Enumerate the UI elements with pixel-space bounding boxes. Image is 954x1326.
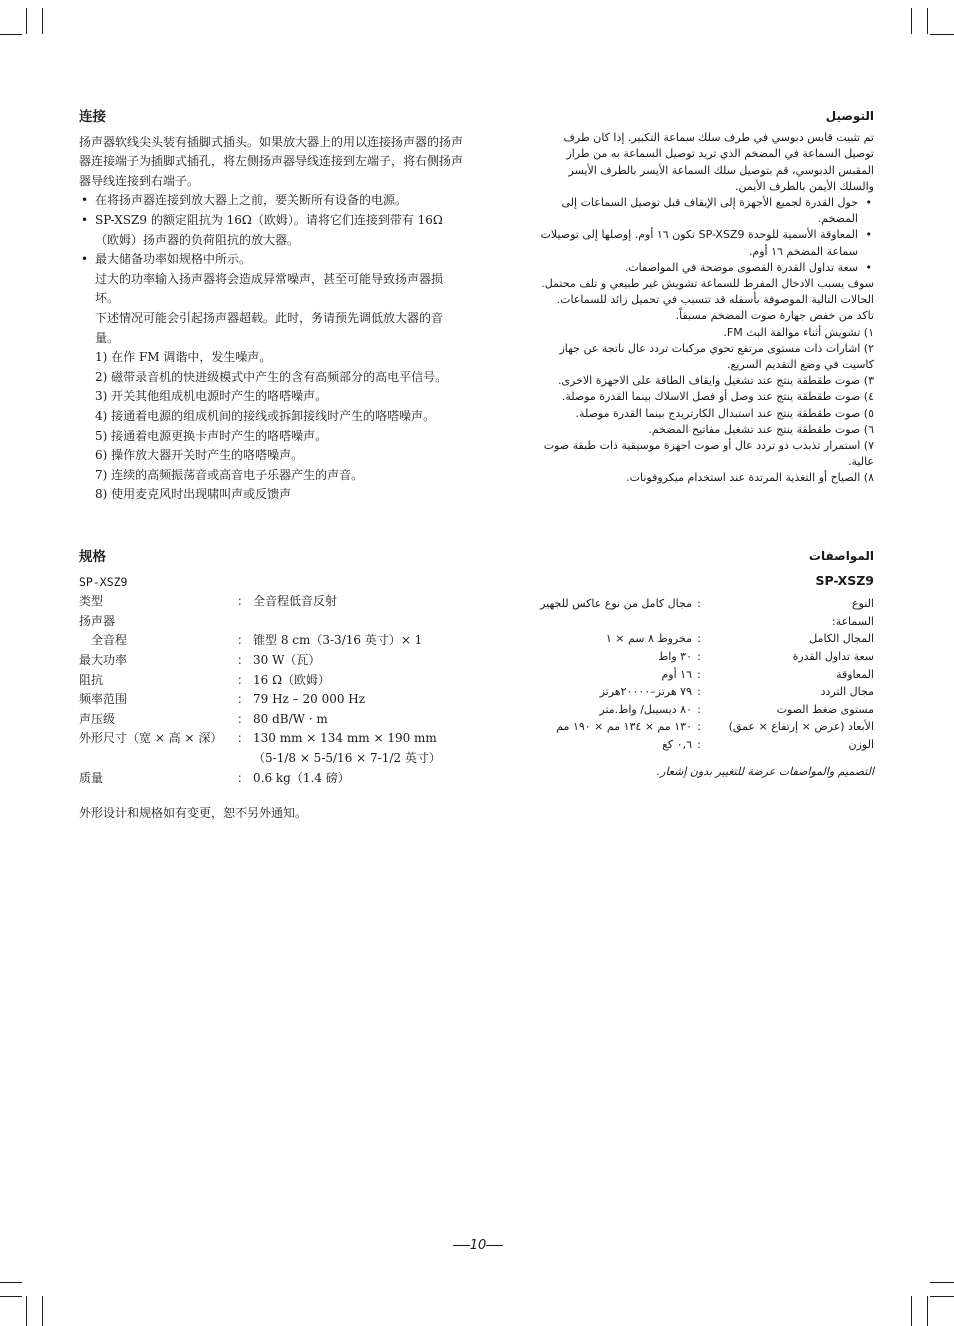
arabic-bullet-item: • سعة تداول القدرة القصوى موضحة في المواصفات. [624, 260, 872, 274]
spec-row: مجال التردد : ٧٩ هرتز–٢٠٠٠٠هرتز [599, 685, 874, 699]
spec-row: 质量 ： 0.6 kg（1.4 磅） [79, 770, 350, 785]
spec-row: المعاوقة : ١٦ أوم [661, 667, 874, 681]
chinese-bullet-item: • SP-XSZ9 的额定阻抗为 16Ω（欧姆）。请将它们连接到带有 16Ω（欧姆）扬声器的负荷阻抗的放大器。 [81, 212, 443, 247]
chinese-bullet-item: • 最大储备功率如规格中所示。 [81, 252, 252, 267]
list-item: 8) 使用麦克风时出现啸叫声或反馈声 [95, 487, 292, 502]
arabic-model-name: SP-XSZ9 [815, 572, 874, 588]
spec-row: مستوى ضغط الصوت : ٨٠ ديسيبل/ واط.متر [599, 702, 874, 716]
arabic-specs-title: المواصفات [808, 549, 874, 563]
arabic-connection-section [536, 108, 874, 487]
list-item: 1) 在作 FM 调谐中，发生噪声。 [95, 350, 272, 365]
arabic-overload-paragraph: سوف يسبب الادخال المفرط للسماعة تشويش غير طبيعي و تلف محتمل. الحالات التالية الموصوفة بأسفله قد تتسبب في تحميل زائد للسماعات. تاكد من خفض جهارة صوت المضخم مسبقاً. [541, 277, 874, 323]
spec-row: 频率范围 ： 79 Hz – 20 000 Hz [79, 692, 366, 707]
spec-row: 声压级 ： 80 dB/W · m [79, 711, 328, 726]
spec-row: 阻抗 ： 16 Ω（欧姆） [79, 672, 331, 687]
list-item: ١) تشويش أثناء موالفة البث FM. [723, 325, 874, 339]
spec-row: 外形尺寸（宽 × 高 × 深） ： 130 mm × 134 mm × 190 mm [79, 731, 437, 746]
spec-row: 最大功率 ： 30 W（瓦） [79, 652, 321, 667]
chinese-connection-title: 连接 [79, 109, 106, 125]
spec-row: 类型 ： 全音程低音反射 [79, 594, 338, 609]
spec-row: 全音程 ： 锥型 8 cm（3-3/16 英寸）× 1 [79, 633, 423, 648]
chinese-specs-title: 规格 [79, 549, 106, 565]
spec-row: （5-1/8 × 5-5/16 × 7-1/2 英寸） [253, 750, 441, 765]
arabic-specs-note: التصميم والمواصفات عرضة للتغيير بدون إشعار. [656, 765, 874, 778]
chinese-numbered-list [79, 348, 464, 505]
arabic-specifications [536, 548, 874, 754]
chinese-overload-paragraph-2: 下述情况可能会引起扬声器超载。此时，务请预先调低放大器的音量。 [95, 310, 444, 345]
list-item: 7) 连续的高频振荡音或高音电子乐器产生的声音。 [95, 467, 364, 482]
list-item: ٦) صوت طقطقة ينتج عند تشغيل مفاتيح المضخم. [648, 422, 874, 436]
list-item: ٢) اشارات ذات مستوى مرتفع تحوي مركبات تردد عال ناتجة عن جهاز كاسيت في وضع التقديم السريع. [559, 341, 874, 372]
chinese-specs-note: 外形设计和规格如有变更，恕不另外通知。 [79, 806, 308, 820]
chinese-specifications [79, 548, 479, 788]
arabic-connection-title: التوصيل [825, 109, 874, 123]
list-item: ٤) صوت طقطقة ينتج عند وصل أو فصل الاسلاك بينما القدرة موصلة. [561, 390, 874, 404]
spec-row: السماعة: [831, 614, 874, 628]
list-item: ٣) صوت طقطقة ينتج عند تشغيل وايقاف الطاقة على الاجهزة الاخرى. [557, 374, 874, 388]
arabic-bullet-item: • حول القدرة لجميع الأجهزة إلى الإيقاف قبل توصيل السماعات إلى المضخم. [561, 196, 872, 226]
chinese-model-name: SP-XSZ9 [79, 574, 128, 589]
list-item: 4) 接通着电源的组成机间的接线或拆卸接线时产生的咯嗒噪声。 [95, 408, 436, 423]
list-item: 6) 操作放大器开关时产生的咯嗒噪声。 [95, 448, 304, 463]
arabic-bullet-item: • المعاوقة الأسمية للوحدة SP-XSZ9 تكون ١٦ أوم. إوصلها إلى توصيلات سماعة المضخم ١٦ أوم. [540, 228, 872, 258]
chinese-connection-intro: 扬声器软线尖头装有插脚式插头。如果放大器上的用以连接扬声器的扬声器连接端子为插脚式插孔，将左侧扬声器导线连接到左端子，将右侧扬声器导线连接到右端子。 [79, 134, 464, 188]
spec-row: المجال الكامل : مخروط ٨ سم × ١ [605, 632, 874, 646]
spec-row: سعة تداول القدرة : ٣٠ واط [658, 649, 874, 663]
list-item: 5) 接通着电源更换卡声时产生的咯嗒噪声。 [95, 428, 328, 443]
arabic-numbered-list [536, 325, 874, 487]
chinese-bullet-item: • 在将扬声器连接到放大器上之前，要关断所有设备的电源。 [81, 193, 408, 208]
arabic-connection-intro: تم تثبيت قابس دبوسي في طرف سلك سماعة التكبير. إذا كان طرف توصيل السماعة في المضخم الذي تريد توصيل السماعة به من طراز المقبس الدبوسي، قم بتوصيل سلك السماعة الأيسر بالطرف الأيسر والسلك الأيمن بالطرف الأيمن. [563, 131, 874, 193]
list-item: ٥) صوت طقطقة ينتج عند استبدال الكارتريدج بينما القدرة موصلة. [575, 406, 874, 420]
spec-row: الأبعاد (عرض × إرتفاع × عمق) : ١٣٠ مم × ١٣٤ مم × ١٩٠ مم [556, 720, 874, 734]
spec-row: 扬声器 [79, 613, 116, 628]
list-item: ٨) الصياح أو التغذية المرتدة عند استخدام ميكروفونات. [626, 471, 874, 485]
page-number: 10 [447, 1238, 509, 1253]
chinese-connection-section [79, 108, 464, 505]
list-item: 3) 开关其他组成机电源时产生的咯嗒噪声。 [95, 389, 328, 404]
spec-row: النوع : مجال كامل من نوع عاكس للجهير [540, 597, 874, 611]
list-item: 2) 磁带录音机的快进级模式中产生的含有高频部分的高电平信号。 [95, 369, 448, 384]
chinese-overload-paragraph: 过大的功率输入扬声器将会造成异常噪声，甚至可能导致扬声器损坏。 [95, 271, 444, 306]
spec-row: الوزن : ٠,٦ كغ [662, 737, 874, 751]
list-item: ٧) استمرار تذبذب ذو تردد عال أو صوت اجهزة موسيقية ذات طبقة صوت عالية. [543, 439, 874, 469]
